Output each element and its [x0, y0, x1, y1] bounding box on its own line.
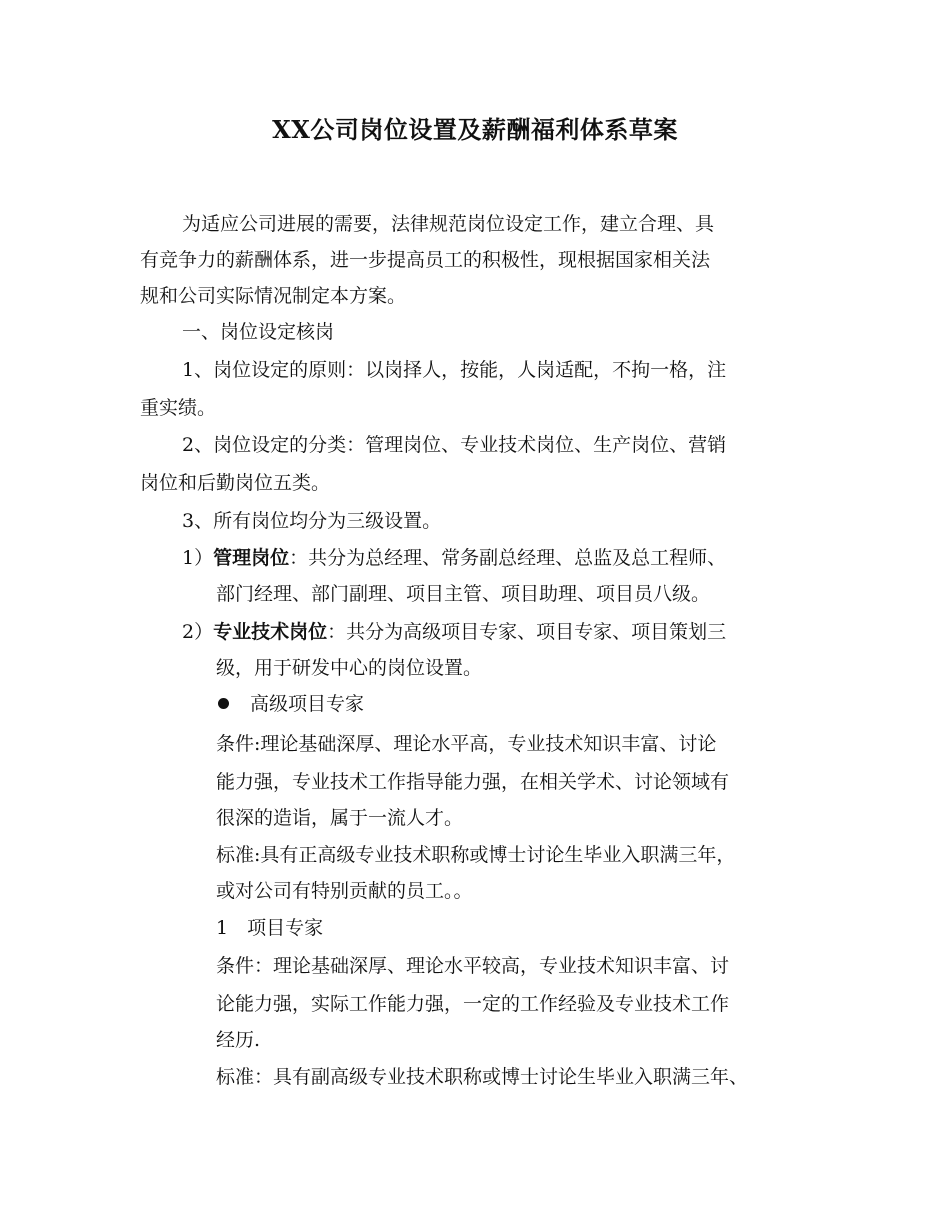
- bullet-icon: [218, 698, 229, 709]
- item-1-line-1: 1、岗位设定的原则：以岗择人，按能，人岗适配，不拘一格，注: [182, 359, 727, 381]
- senior-expert-condition-1: 条件:理论基础深厚、理论水平高，专业技术知识丰富、讨论: [216, 733, 717, 755]
- expert-standard-1: 标准：具有副高级专业技术职称或博士讨论生毕业入职满三年、: [216, 1066, 749, 1088]
- item-2-line-1: 2、岗位设定的分类：管理岗位、专业技术岗位、生产岗位、营销: [182, 434, 727, 456]
- senior-expert-heading: 高级项目专家: [250, 693, 365, 715]
- section-heading: 一、岗位设定核岗: [182, 321, 335, 343]
- expert-condition-3: 经历.: [216, 1029, 261, 1051]
- expert-heading: 1 项目专家: [216, 917, 324, 939]
- document-title: XX公司岗位设置及薪酬福利体系草案: [272, 115, 678, 144]
- item-3-line-1: 3、所有岗位均分为三级设置。: [182, 510, 442, 532]
- senior-expert-standard-2: 或对公司有特别贡献的员工。。: [216, 880, 473, 902]
- sub-1-label: 管理岗位: [213, 547, 290, 569]
- sub-1-number: 1）: [182, 547, 214, 569]
- senior-expert-condition-3: 很深的造诣，属于一流人才。: [216, 807, 464, 829]
- sub-1-text: ：共分为总经理、常务副总经理、总监及总工程师、: [289, 547, 727, 569]
- expert-condition-1: 条件：理论基础深厚、理论水平较高，专业技术知识丰富、讨: [216, 955, 730, 977]
- sub-2-line-1: [182, 614, 726, 650]
- sub-1-line-2: 部门经理、部门副理、项目主管、项目助理、项目员八级。: [216, 583, 711, 605]
- intro-line-1: 为适应公司进展的需要，法律规范岗位设定工作，建立合理、具: [182, 213, 715, 235]
- item-2-line-2: 岗位和后勤岗位五类。: [140, 472, 331, 494]
- senior-expert-condition-2: 能力强，专业技术工作指导能力强，在相关学术、讨论领域有: [216, 771, 730, 793]
- sub-2-number: 2）: [182, 621, 214, 643]
- item-1-line-2: 重实绩。: [140, 397, 217, 419]
- sub-2-text: ：共分为高级项目专家、项目专家、项目策划三: [327, 621, 727, 643]
- sub-2-label: 专业技术岗位: [213, 621, 328, 643]
- intro-line-2: 有竞争力的薪酬体系，进一步提高员工的积极性，现根据国家相关法: [140, 249, 711, 271]
- senior-expert-standard-1: 标准:具有正高级专业技术职称或博士讨论生毕业入职满三年，: [216, 844, 736, 866]
- intro-line-3: 规和公司实际情况制定本方案。: [140, 285, 407, 307]
- sub-2-line-2: 级，用于研发中心的岗位设置。: [216, 657, 483, 679]
- expert-condition-2: 论能力强，实际工作能力强，一定的工作经验及专业技术工作: [216, 993, 730, 1015]
- sub-1-line-1: [182, 540, 726, 576]
